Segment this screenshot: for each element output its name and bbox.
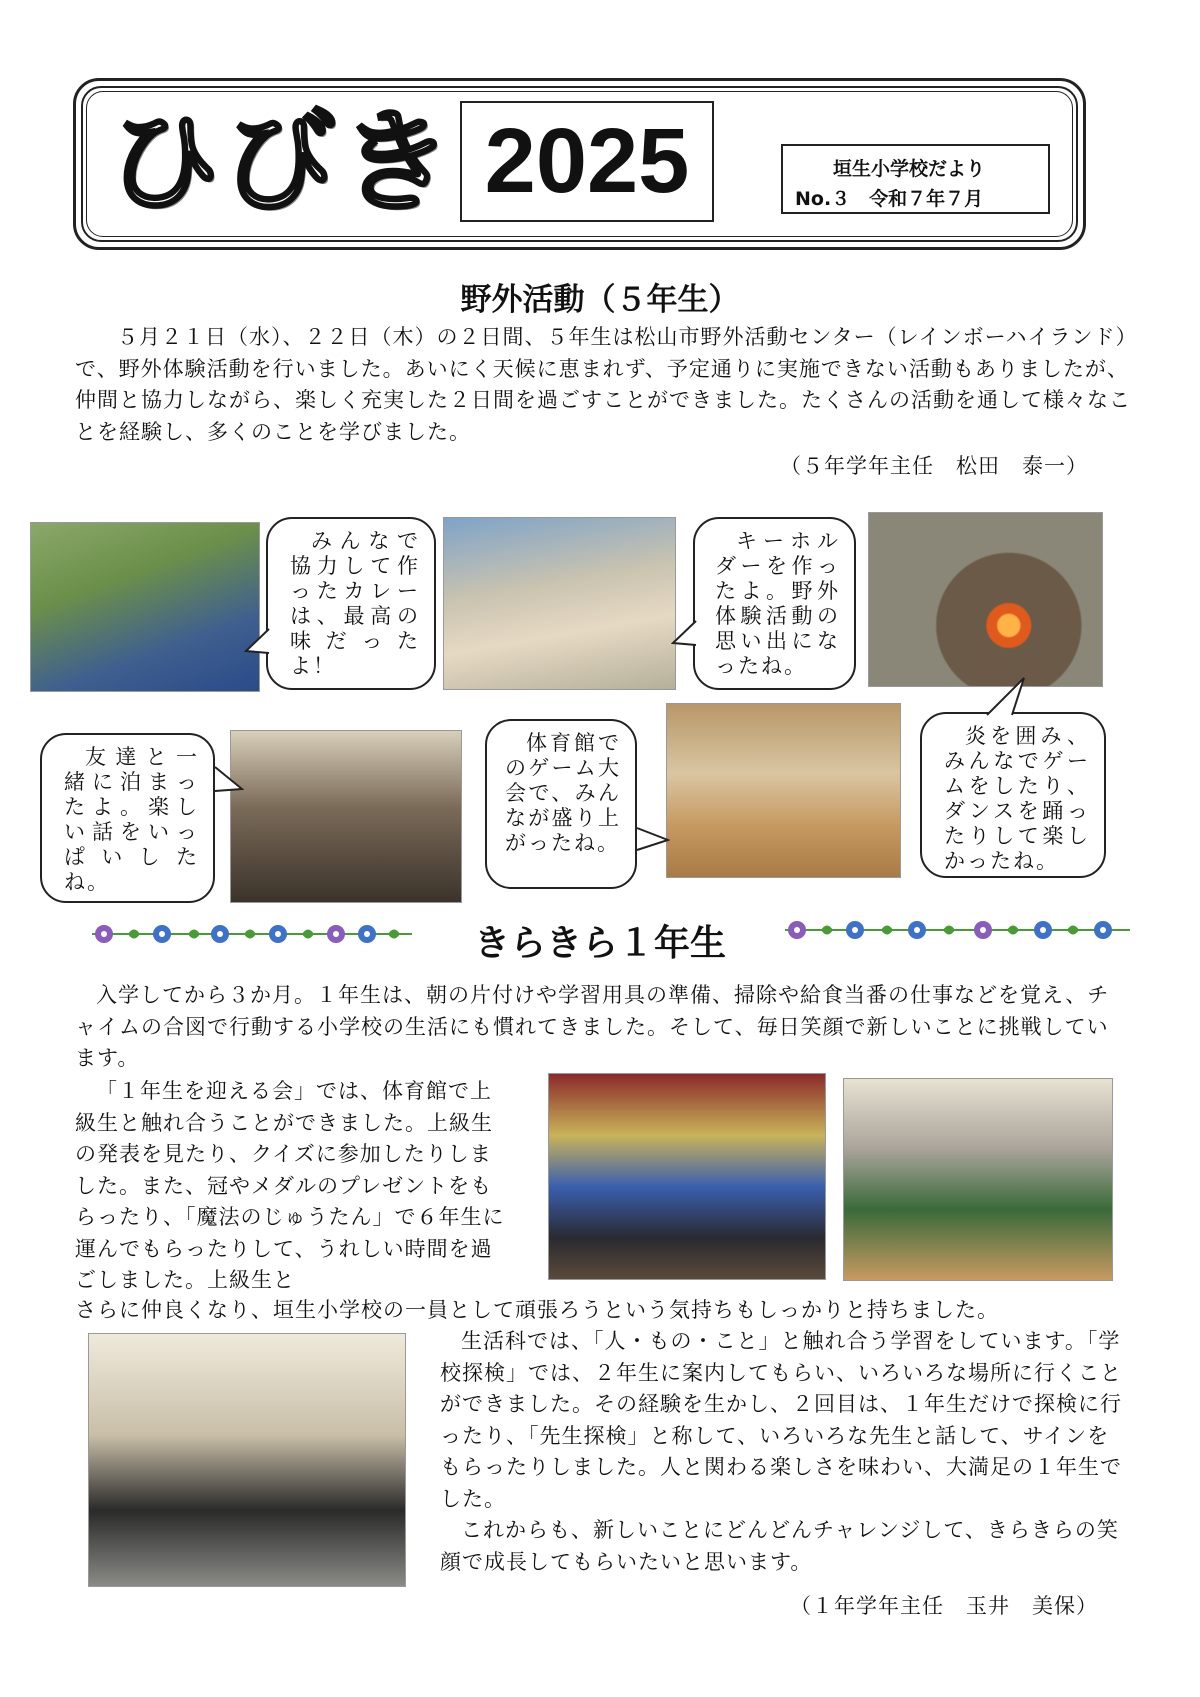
leaf-icon [881, 926, 893, 935]
bubble-text: キーホルダーを作ったよ。野外体験活動の思い出になったね。 [715, 529, 840, 678]
outdoor-signature: （５年学年主任 松田 泰一） [780, 454, 1088, 478]
flower-icon [788, 921, 806, 939]
leaf-icon [302, 930, 314, 939]
flower-icon [846, 921, 864, 939]
bubble-text: 友達と一緒に泊まったよ。楽しい話をいっぱいしたね。 [64, 745, 199, 894]
flower-icon [153, 925, 171, 943]
photo-lodge-room [230, 730, 462, 903]
kirakira-paragraph-4: 生活科では、「人・もの・こと」と触れ合う学習をしています。「学校探検」では、２年生に案内してもらい、いろいろな場所に行くことができました。その経験を生かし、２回目は、１年生だけで探検に行ったり、「先生探検」と称して、いろいろな先生と話して、サインをもらったりしました。人と関わる楽しさを味わい、大満足の１年生でした。 [440, 1329, 1122, 1511]
issue-number: No.３ 令和７年７月 [795, 188, 984, 210]
speech-bubble-campfire [920, 712, 1106, 878]
flower-icon [974, 921, 992, 939]
photo-curry-lunch [30, 522, 260, 692]
photo-school-exploration [88, 1333, 406, 1587]
year-label: 2025 [460, 101, 714, 222]
leaf-icon [821, 926, 833, 935]
leaf-icon [1007, 926, 1019, 935]
bubble-text: みんなで協力して作ったカレーは、最高の味だったよ！ [290, 529, 420, 678]
outdoor-body: ５月２１日（水）、２２日（木）の２日間、５年生は松山市野外活動センター（レインボーハイランド）で、野外体験活動を行いました。あいにく天候に恵まれず、予定通りに実施できない活動もありましたが、仲間と協力しながら、楽しく充実した２日間を過ごすことができました。たくさんの活動を通して様々なことを経験し、多くのことを学びました。 [75, 325, 1131, 444]
flower-icon [908, 921, 926, 939]
school-name: 垣生小学校だより [833, 158, 986, 180]
photo-welcome-ceremony [548, 1073, 826, 1280]
photo-gym-game [666, 703, 901, 878]
newsletter-title: ひびき [108, 97, 456, 228]
bubble-tail [671, 619, 697, 649]
flower-icon [1094, 921, 1112, 939]
bubble-tail [636, 826, 670, 856]
leaf-icon [1067, 926, 1079, 935]
leaf-icon [128, 930, 140, 939]
bubble-tail [982, 676, 1032, 716]
kirakira-paragraph-2: 「１年生を迎える会」では、体育館で上級生と触れ合うことができました。上級生の発表を見たり、クイズに参加したりしました。また、冠やメダルのプレゼントをもらったり、「魔法のじゅうたん」で６年生に運んでもらったりして、うれしい時間を過ごしました。上級生と [75, 1079, 505, 1292]
kirakira-paragraph-3: さらに仲良くなり、垣生小学校の一員として頑張ろうという気持ちもしっかりと持ちました。 [75, 1298, 999, 1322]
speech-bubble-curry [266, 517, 436, 690]
leaf-icon [188, 930, 200, 939]
school-info-box [781, 144, 1050, 214]
leaf-icon [388, 930, 400, 939]
photo-keyholder-craft [443, 517, 676, 690]
leaf-icon [943, 926, 955, 935]
flower-icon [269, 925, 287, 943]
flower-icon [95, 925, 113, 943]
speech-bubble-gym-game [485, 719, 637, 889]
kirakira-signature: （１年学年主任 玉井 美保） [790, 1594, 1098, 1618]
kirakira-paragraph-5: これからも、新しいことにどんどんチャレンジして、きらきらの笑顔で成長してもらいたいと思います。 [440, 1518, 1119, 1574]
outdoor-heading: 野外活動（５年生） [460, 282, 740, 318]
kirakira-paragraph-1: 入学してから３か月。１年生は、朝の片付けや学習用具の準備、掃除や給食当番の仕事などを覚え、チャイムの合図で行動する小学校の生活にも慣れてきました。そして、毎日笑顔で新しいことに挑戦しています。 [75, 983, 1110, 1070]
kirakira-heading: きらきら１年生 [473, 923, 726, 964]
flower-icon [1034, 921, 1052, 939]
photo-campfire [868, 512, 1103, 687]
flower-icon [358, 925, 376, 943]
photo-magic-carpet [843, 1078, 1113, 1281]
bubble-text: 体育館でのゲーム大会で、みんなが盛り上がったね。 [505, 731, 621, 855]
bubble-tail [214, 765, 244, 795]
speech-bubble-sleepover [40, 733, 215, 903]
flower-garland-left [92, 922, 412, 946]
bubble-tail [244, 627, 270, 657]
leaf-icon [244, 930, 256, 939]
bubble-text: 炎を囲み、みんなでゲームをしたり、ダンスを踊ったりして楽しかったね。 [944, 724, 1090, 873]
speech-bubble-keyholder [693, 517, 856, 690]
flower-icon [327, 925, 345, 943]
flower-garland-right [785, 918, 1130, 942]
flower-icon [211, 925, 229, 943]
